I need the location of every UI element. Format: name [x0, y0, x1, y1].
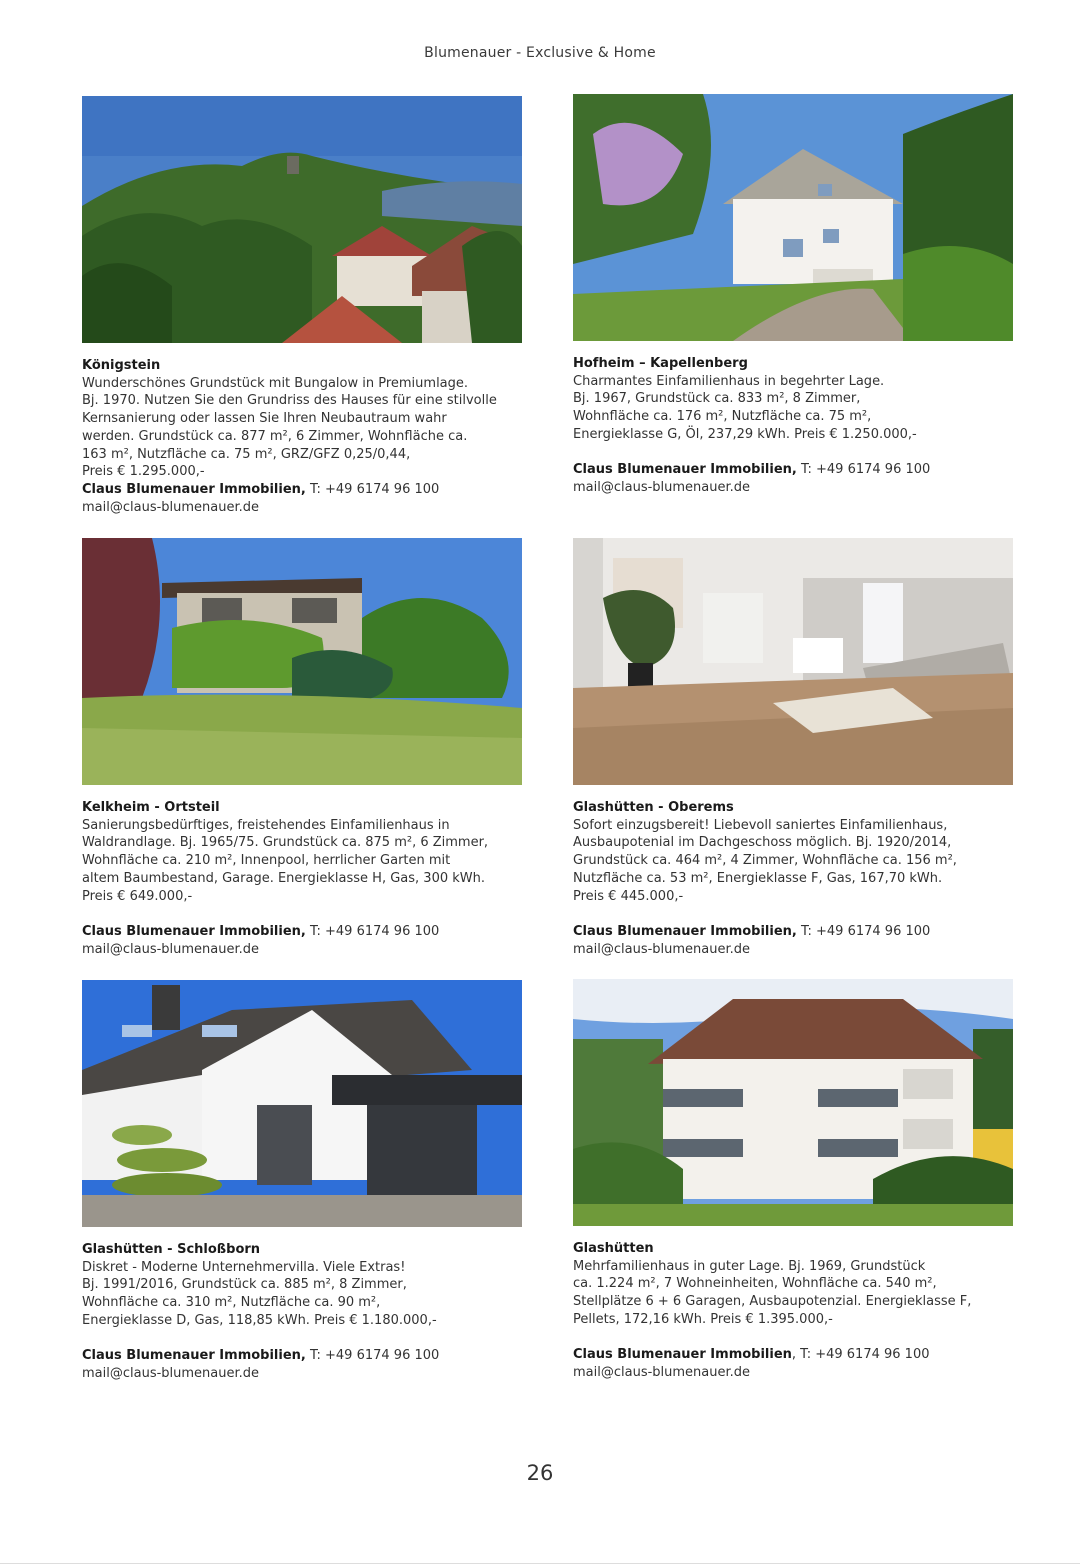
page-header: Blumenauer - Exclusive & Home — [424, 45, 656, 61]
description-line: Energieklasse D, Gas, 118,85 kWh. Preis € 1.180.000,- — [82, 1312, 437, 1328]
page-number: 26 — [526, 1461, 554, 1485]
description-line: Grundstück ca. 464 m², 4 Zimmer, Wohnfläche ca. 156 m², — [573, 853, 957, 869]
listing-title: Glashütten - Oberems — [573, 800, 734, 815]
listing-glashuetten — [573, 979, 1013, 1382]
listing-title: Glashütten — [573, 1241, 654, 1256]
description-line: Wohnfläche ca. 210 m², Innenpool, herrlicher Garten mit — [82, 853, 451, 869]
phone-number: T: +49 6174 96 100 — [305, 481, 440, 497]
description-line: Wohnfläche ca. 176 m², Nutzfläche ca. 75 m², — [573, 409, 872, 425]
description-line: ca. 1.224 m², 7 Wohneinheiten, Wohnfläche ca. 540 m², — [573, 1276, 937, 1292]
description-line: Wunderschönes Grundstück mit Bungalow in Premiumlage. — [82, 375, 469, 391]
listing-title: Kelkheim - Ortsteil — [82, 800, 220, 815]
contact-line — [573, 1346, 1013, 1364]
page-bottom-divider — [0, 1563, 1080, 1564]
description-line: Preis € 1.295.000,- — [82, 464, 205, 480]
description-line: Preis € 649.000,- — [82, 888, 193, 904]
property-photo — [82, 96, 522, 343]
property-photo — [82, 538, 522, 785]
description-line: Ausbaupotenial im Dachgeschoss möglich. Bj. 1920/2014, — [573, 835, 952, 851]
description-line: Wohnfläche ca. 310 m², Nutzfläche ca. 90 m², — [82, 1295, 381, 1311]
company-name: Claus Blumenauer Immobilien, — [82, 923, 306, 939]
contact-line — [82, 923, 522, 941]
description-line: Stellplätze 6 + 6 Garagen, Ausbaupotenzial. Energieklasse F, — [573, 1294, 972, 1310]
listing-koenigstein — [82, 96, 522, 516]
company-name: Claus Blumenauer Immobilien, — [573, 923, 797, 939]
company-name: Claus Blumenauer Immobilien — [573, 1347, 792, 1363]
spacer — [82, 905, 522, 923]
contact-line — [573, 923, 1013, 941]
description-line: altem Baumbestand, Garage. Energieklasse H, Gas, 300 kWh. — [82, 870, 485, 886]
email-address: mail@claus-blumenauer.de — [82, 499, 260, 515]
company-name: Claus Blumenauer Immobilien, — [573, 462, 797, 478]
phone-number: T: +49 6174 96 100 — [305, 1348, 440, 1364]
company-name: Claus Blumenauer Immobilien, — [82, 1348, 306, 1364]
listing-title: Glashütten - Schloßborn — [82, 1242, 261, 1257]
phone-number: , T: +49 6174 96 100 — [791, 1347, 930, 1363]
description-line: Sofort einzugsbereit! Liebevoll saniertes Einfamilienhaus, — [573, 817, 948, 833]
company-name: Claus Blumenauer Immobilien, — [82, 481, 306, 497]
phone-number: T: +49 6174 96 100 — [305, 923, 440, 939]
spacer — [573, 444, 1013, 462]
description-line: Sanierungsbedürftiges, freistehendes Einfamilienhaus in — [82, 817, 450, 833]
spacer — [573, 905, 1013, 923]
listing-hofheim — [573, 94, 1013, 497]
contact-line — [82, 481, 522, 499]
description-line: Nutzfläche ca. 53 m², Energieklasse F, Gas, 167,70 kWh. — [573, 870, 943, 886]
description-line: Bj. 1991/2016, Grundstück ca. 885 m², 8 Zimmer, — [82, 1277, 407, 1293]
description-line: werden. Grundstück ca. 877 m², 6 Zimmer, Wohnfläche ca. — [82, 428, 468, 444]
property-photo — [573, 979, 1013, 1226]
description-line: Energieklasse G, Öl, 237,29 kWh. Preis € 1.250.000,- — [573, 426, 917, 442]
listing-kelkheim — [82, 538, 522, 958]
email-address: mail@claus-blumenauer.de — [82, 941, 260, 957]
description-line: Diskret - Moderne Unternehmervilla. Viele Extras! — [82, 1259, 406, 1275]
property-photo — [573, 538, 1013, 785]
listing-schlossborn — [82, 980, 522, 1383]
description-line: Preis € 445.000,- — [573, 888, 684, 904]
description-line: Waldrandlage. Bj. 1965/75. Grundstück ca. 875 m², 6 Zimmer, — [82, 835, 489, 851]
listing-title: Königstein — [82, 358, 161, 373]
property-photo — [82, 980, 522, 1227]
email-address: mail@claus-blumenauer.de — [82, 1365, 260, 1381]
description-line: Bj. 1967, Grundstück ca. 833 m², 8 Zimmer, — [573, 391, 861, 407]
spacer — [573, 1329, 1013, 1347]
description-line: Mehrfamilienhaus in guter Lage. Bj. 1969, Grundstück — [573, 1258, 926, 1274]
contact-line — [82, 1347, 522, 1365]
email-address: mail@claus-blumenauer.de — [573, 1364, 751, 1380]
listing-title: Hofheim – Kapellenberg — [573, 356, 748, 371]
property-photo — [573, 94, 1013, 341]
spacer — [82, 1330, 522, 1348]
email-address: mail@claus-blumenauer.de — [573, 479, 751, 495]
phone-number: T: +49 6174 96 100 — [796, 462, 931, 478]
phone-number: T: +49 6174 96 100 — [796, 923, 931, 939]
description-line: 163 m², Nutzfläche ca. 75 m², GRZ/GFZ 0,25/0,44, — [82, 446, 411, 462]
email-address: mail@claus-blumenauer.de — [573, 941, 751, 957]
contact-line — [573, 461, 1013, 479]
description-line: Charmantes Einfamilienhaus in begehrter Lage. — [573, 373, 885, 389]
description-line: Kernsanierung oder lassen Sie Ihren Neubautraum wahr — [82, 411, 447, 427]
listing-oberems — [573, 538, 1013, 958]
description-line: Pellets, 172,16 kWh. Preis € 1.395.000,- — [573, 1311, 833, 1327]
description-line: Bj. 1970. Nutzen Sie den Grundriss des Hauses für eine stilvolle — [82, 393, 497, 409]
